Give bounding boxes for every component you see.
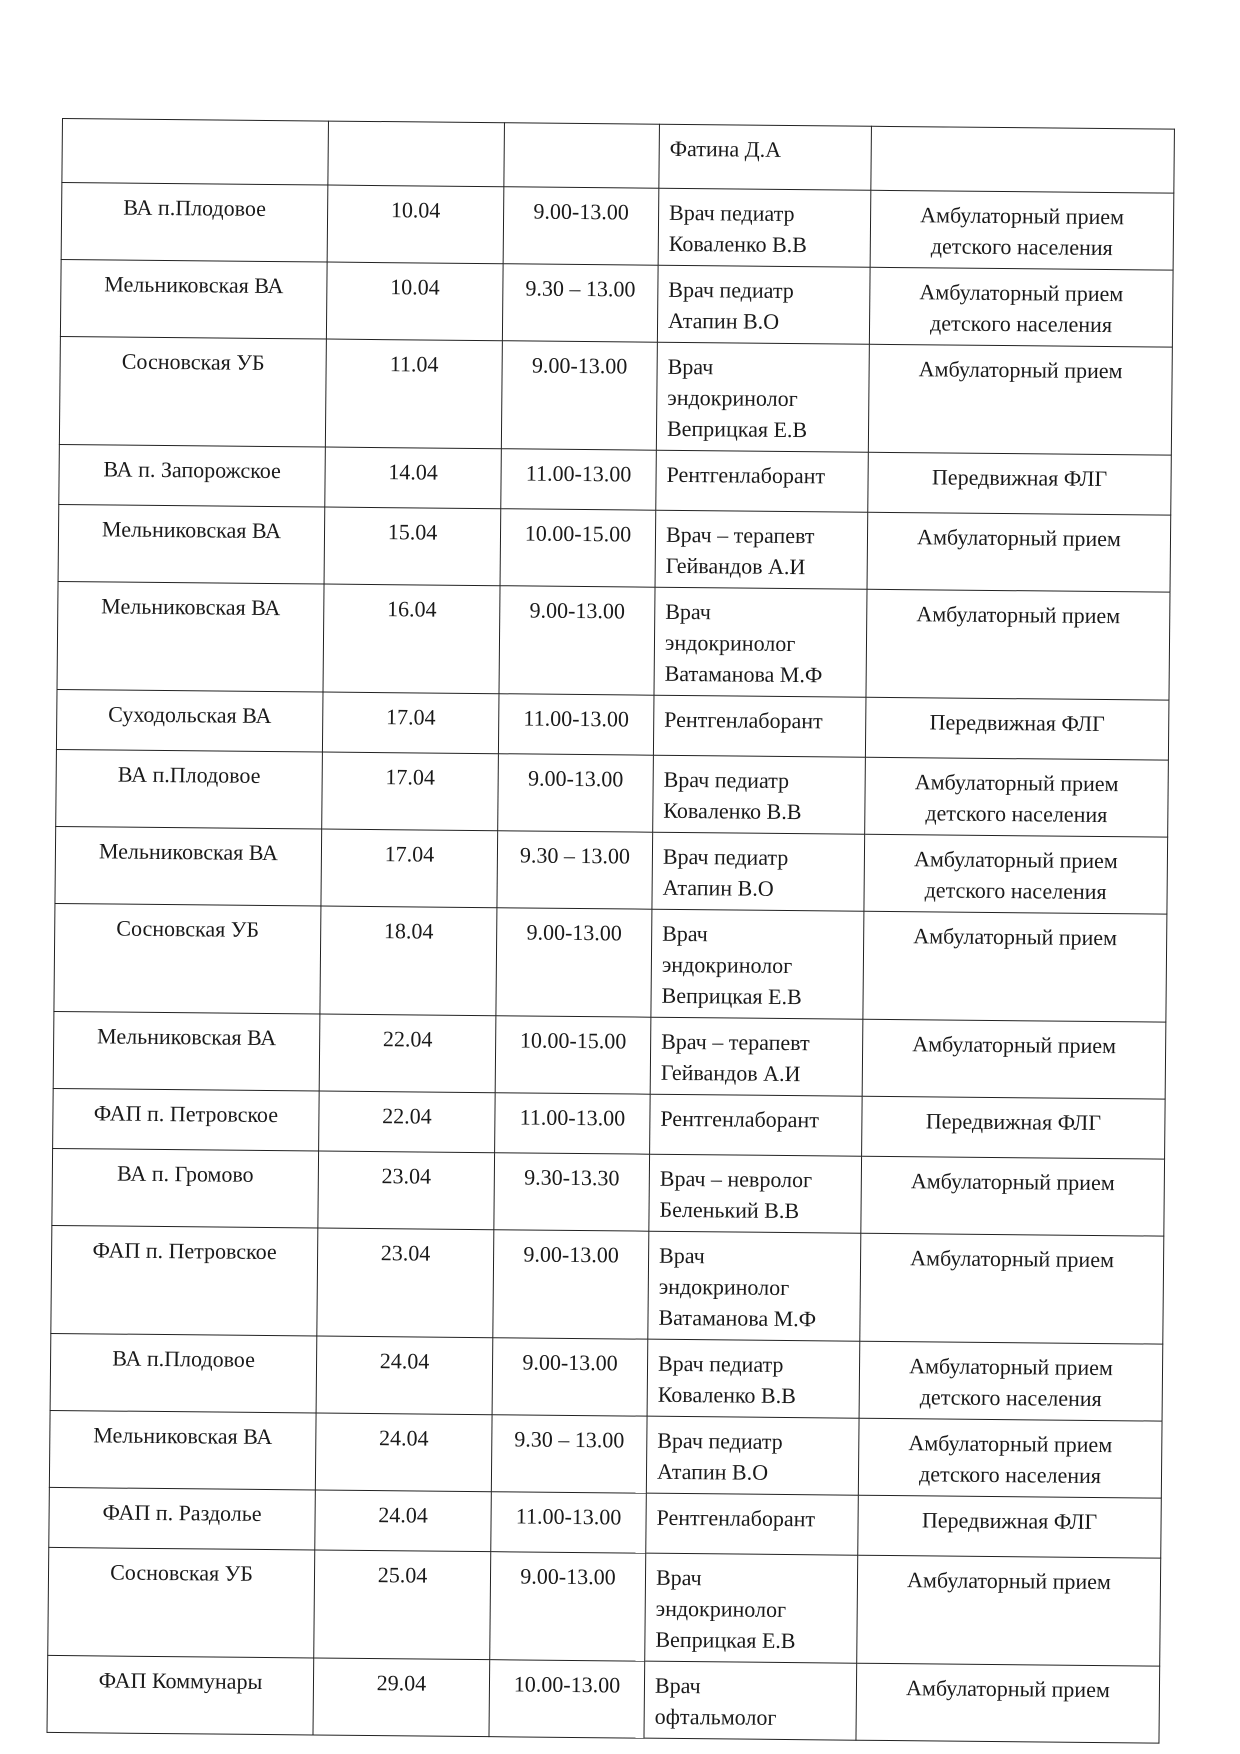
- service-type-cell: [865, 757, 1169, 837]
- time-cell-text: 11.00-13.00: [525, 460, 632, 487]
- location-cell-text: Сосновская УБ: [110, 1559, 254, 1586]
- service-type-cell: [861, 1156, 1165, 1236]
- schedule-table: [46, 118, 1174, 1744]
- location-cell-text: ВА п. Громово: [116, 1160, 254, 1187]
- location-cell-text: ФАП п. Петровское: [92, 1237, 277, 1265]
- specialist-cell-text: Врач педиатр Атапин В.О: [662, 843, 789, 901]
- specialist-cell: [651, 909, 864, 1019]
- location-cell-text: ВА п.Плодовое: [117, 761, 261, 788]
- date-cell: [325, 339, 502, 449]
- date-cell: [314, 1550, 491, 1660]
- specialist-cell-text: Рентгенлаборант: [660, 1105, 820, 1133]
- table-row: [59, 336, 1172, 455]
- service-type-cell: [859, 1341, 1163, 1421]
- location-cell: [53, 1088, 320, 1151]
- time-cell-text: 9.00-13.00: [522, 1349, 618, 1376]
- date-cell-text: 17.04: [384, 841, 435, 867]
- table-row: [61, 183, 1174, 271]
- specialist-cell: [656, 342, 869, 452]
- date-cell-text: 24.04: [378, 1425, 429, 1451]
- time-cell-text: 11.00-13.00: [515, 1503, 622, 1530]
- service-type-cell-text: Амбулаторный прием детского населения: [914, 769, 1119, 828]
- service-type-cell-text: Амбулаторный прием детского населения: [913, 846, 1118, 905]
- service-type-cell: [864, 834, 1168, 914]
- service-type-cell: [868, 452, 1172, 515]
- date-cell-text: 16.04: [386, 596, 437, 622]
- table-row: [49, 1487, 1162, 1558]
- table-row: [49, 1410, 1162, 1498]
- time-cell: [496, 908, 652, 1017]
- location-cell-text: Мельниковская ВА: [93, 1422, 273, 1450]
- location-cell: [48, 1547, 315, 1658]
- date-cell-text: 24.04: [378, 1502, 428, 1528]
- service-type-cell-text: Амбулаторный прием: [912, 1031, 1117, 1059]
- location-cell-text: Мельниковская ВА: [98, 838, 279, 866]
- time-cell-text: 9.00-13.00: [520, 1563, 616, 1590]
- date-cell-text: 24.04: [379, 1348, 430, 1374]
- specialist-cell: [653, 755, 866, 834]
- service-type-cell: [866, 589, 1170, 700]
- service-type-cell-text: Амбулаторный прием: [917, 524, 1122, 552]
- time-cell-text: 9.30 – 13.00: [525, 275, 636, 302]
- specialist-cell-text: Рентгенлаборант: [656, 1504, 816, 1532]
- time-cell-text: 9.30 – 13.00: [514, 1426, 625, 1453]
- location-cell-text: ВА п.Плодовое: [112, 1345, 256, 1372]
- date-cell-text: 17.04: [385, 764, 436, 790]
- time-cell: [495, 1093, 651, 1154]
- table-row: [51, 1225, 1164, 1344]
- date-cell-text: 11.04: [389, 351, 439, 377]
- date-cell-text: 25.04: [377, 1562, 428, 1588]
- location-cell-text: Сосновская УБ: [121, 348, 265, 375]
- date-cell: [313, 1658, 490, 1737]
- time-cell: [494, 1153, 650, 1231]
- location-cell: [47, 1655, 314, 1735]
- specialist-cell-text: Врач педиатр Атапин В.О: [667, 276, 794, 334]
- location-cell: [49, 1487, 316, 1550]
- table-row: [53, 1011, 1166, 1099]
- specialist-cell: [647, 1339, 860, 1418]
- time-cell: [500, 509, 656, 587]
- service-type-cell: [869, 267, 1173, 347]
- time-cell: [497, 831, 653, 909]
- service-type-cell-text: Амбулаторный прием: [906, 1567, 1111, 1595]
- location-cell-text: Мельниковская ВА: [104, 271, 284, 299]
- specialist-cell: [652, 832, 865, 911]
- location-cell-text: ФАП п. Петровское: [93, 1100, 279, 1128]
- table-row: [58, 504, 1171, 592]
- date-cell-text: 10.04: [390, 274, 440, 300]
- service-type-cell: [862, 1096, 1166, 1159]
- date-cell: [323, 584, 500, 694]
- time-cell: [503, 187, 659, 265]
- specialist-cell-text: Врач педиатр Атапин В.О: [656, 1427, 783, 1485]
- location-cell: [51, 1225, 318, 1336]
- location-cell: [55, 826, 322, 906]
- specialist-cell: [646, 1493, 859, 1555]
- time-cell: [495, 1016, 651, 1094]
- table-row: [60, 259, 1173, 347]
- service-type-cell: [858, 1418, 1162, 1498]
- location-cell: [59, 336, 326, 447]
- date-cell: [326, 262, 503, 341]
- time-cell-text: 9.30 – 13.00: [519, 842, 631, 869]
- date-cell: [325, 447, 502, 509]
- time-cell-text: 9.00-13.00: [533, 198, 629, 225]
- specialist-cell-text: Врач эндокринолог Веприцкая Е.В: [655, 1564, 796, 1654]
- service-type-cell: [867, 512, 1171, 592]
- service-type-cell: [858, 1495, 1162, 1558]
- service-type-cell-text: Передвижная ФЛГ: [921, 1507, 1098, 1535]
- date-cell: [317, 1228, 494, 1338]
- time-cell-text: 10.00-13.00: [513, 1671, 621, 1698]
- specialist-cell: [645, 1553, 858, 1663]
- date-cell: [321, 829, 498, 908]
- specialist-cell: [656, 450, 869, 512]
- location-cell-text: ВА п. Запорожское: [103, 456, 281, 484]
- time-cell: [491, 1492, 647, 1553]
- specialist-cell: [655, 510, 868, 589]
- date-cell: [315, 1490, 492, 1552]
- time-cell: [492, 1338, 648, 1416]
- date-cell-text: 14.04: [388, 459, 438, 485]
- table-row: [55, 826, 1168, 914]
- date-cell-text: 22.04: [382, 1103, 432, 1129]
- time-cell: [493, 1230, 649, 1339]
- date-cell: [328, 121, 505, 187]
- location-cell: [62, 119, 329, 186]
- time-cell-text: 10.00-15.00: [519, 1027, 627, 1054]
- date-cell-text: 23.04: [380, 1240, 431, 1266]
- service-type-cell: [870, 190, 1174, 270]
- specialist-cell-text: Врач – невролог Беленький В.В: [659, 1165, 813, 1224]
- date-cell: [319, 1014, 496, 1093]
- service-type-cell-text: Амбулаторный прием: [916, 601, 1121, 629]
- time-cell: [498, 694, 654, 755]
- location-cell: [53, 1011, 320, 1091]
- date-cell-text: 17.04: [385, 704, 436, 730]
- specialist-cell: [648, 1231, 861, 1341]
- location-cell-text: ФАП Коммунары: [98, 1667, 263, 1694]
- location-cell: [52, 1148, 319, 1228]
- location-cell: [56, 689, 323, 752]
- time-cell: [504, 123, 660, 188]
- date-cell: [318, 1151, 495, 1230]
- specialist-cell: [654, 587, 867, 697]
- location-cell-text: Мельниковская ВА: [101, 516, 282, 544]
- specialist-cell: [646, 1416, 859, 1495]
- table-row: [48, 1547, 1161, 1666]
- service-type-cell: [871, 126, 1175, 193]
- service-type-cell-text: Передвижная ФЛГ: [931, 464, 1108, 492]
- location-cell: [54, 903, 321, 1014]
- time-cell-text: 11.00-13.00: [523, 705, 630, 732]
- specialist-cell-text: Рентгенлаборант: [666, 461, 826, 489]
- service-type-cell-text: Амбулаторный прием детского населения: [919, 279, 1124, 338]
- service-type-cell-text: Передвижная ФЛГ: [925, 1108, 1102, 1136]
- location-cell-text: Мельниковская ВА: [101, 593, 281, 621]
- table-row: [53, 1088, 1166, 1159]
- service-type-cell: [868, 344, 1172, 455]
- service-type-cell-text: Амбулаторный прием: [905, 1675, 1110, 1703]
- time-cell-text: 9.00-13.00: [529, 597, 626, 624]
- specialist-cell-text: Фатина Д.А: [669, 135, 782, 162]
- location-cell-text: ВА п.Плодовое: [123, 194, 267, 221]
- time-cell-text: 11.00-13.00: [519, 1104, 626, 1131]
- time-cell-text: 9.00-13.00: [531, 352, 628, 379]
- location-cell: [50, 1333, 317, 1413]
- location-cell: [61, 183, 328, 263]
- service-type-cell: [863, 911, 1167, 1022]
- specialist-cell-text: Врач эндокринолог Веприцкая Е.В: [666, 353, 808, 443]
- table-row: [62, 119, 1175, 194]
- date-cell: [324, 507, 501, 586]
- service-type-cell: [865, 697, 1169, 760]
- specialist-cell-text: Рентгенлаборант: [664, 706, 823, 734]
- table-row: [54, 903, 1167, 1022]
- location-cell: [49, 1410, 316, 1490]
- service-type-cell-text: Амбулаторный прием детского населения: [908, 1430, 1113, 1489]
- time-cell: [499, 586, 655, 695]
- service-type-cell: [857, 1555, 1161, 1666]
- time-cell-text: 9.30-13.30: [524, 1164, 620, 1191]
- table-row: [57, 581, 1170, 700]
- specialist-cell: [649, 1154, 862, 1233]
- location-cell: [60, 259, 327, 339]
- time-cell-text: 9.00-13.00: [526, 919, 622, 946]
- date-cell: [322, 692, 499, 754]
- service-type-cell: [862, 1019, 1166, 1099]
- location-cell: [59, 444, 326, 507]
- date-cell: [322, 752, 499, 831]
- specialist-cell: [658, 188, 871, 267]
- table-row: [50, 1333, 1163, 1421]
- service-type-cell-text: Амбулаторный прием детского населения: [909, 1353, 1114, 1412]
- time-cell: [489, 1660, 645, 1738]
- table-row: [52, 1148, 1165, 1236]
- location-cell-text: Суходольская ВА: [108, 701, 272, 729]
- date-cell-text: 15.04: [387, 519, 438, 545]
- time-cell: [491, 1415, 647, 1493]
- table-row: [47, 1655, 1160, 1743]
- service-type-cell-text: Амбулаторный прием: [913, 923, 1118, 951]
- specialist-cell-text: Врач педиатр Коваленко В.В: [657, 1350, 796, 1409]
- specialist-cell-text: Врач эндокринолог Ватаманова М.Ф: [658, 1242, 817, 1332]
- location-cell-text: Сосновская УБ: [116, 915, 260, 942]
- date-cell-text: 23.04: [381, 1163, 432, 1189]
- service-type-cell-text: Амбулаторный прием детского населения: [920, 202, 1125, 261]
- schedule-table-body: [47, 119, 1174, 1744]
- date-cell-text: 10.04: [390, 197, 441, 223]
- date-cell-text: 22.04: [382, 1026, 433, 1052]
- date-cell: [316, 1336, 493, 1415]
- time-cell-text: 10.00-15.00: [524, 520, 632, 547]
- date-cell-text: 29.04: [376, 1670, 427, 1696]
- specialist-cell-text: Врач – терапевт Гейвандов А.И: [665, 521, 815, 580]
- date-cell: [320, 906, 497, 1016]
- date-cell-text: 18.04: [383, 918, 434, 944]
- specialist-cell: [653, 695, 866, 757]
- date-cell: [319, 1091, 496, 1153]
- specialist-cell: [650, 1017, 863, 1096]
- location-cell-text: Мельниковская ВА: [97, 1023, 277, 1051]
- specialist-cell: [650, 1094, 863, 1156]
- date-cell: [315, 1413, 492, 1492]
- specialist-cell-text: Врач офтальмолог: [654, 1672, 777, 1730]
- specialist-cell: [657, 265, 870, 344]
- service-type-cell-text: Передвижная ФЛГ: [929, 709, 1105, 737]
- location-cell-text: ФАП п. Раздолье: [102, 1499, 262, 1526]
- location-cell: [57, 581, 324, 692]
- time-cell: [490, 1552, 646, 1661]
- location-cell: [58, 504, 325, 584]
- specialist-cell: [644, 1661, 857, 1740]
- table-row: [56, 749, 1169, 837]
- table-row: [56, 689, 1169, 760]
- specialist-cell-text: Врач педиатр Коваленко В.В: [663, 766, 802, 825]
- time-cell-text: 9.00-13.00: [527, 765, 624, 792]
- time-cell-text: 9.00-13.00: [523, 1241, 619, 1268]
- location-cell: [56, 749, 323, 829]
- specialist-cell-text: Врач – терапевт Гейвандов А.И: [660, 1028, 810, 1087]
- date-cell: [327, 185, 504, 264]
- specialist-cell-text: Врач педиатр Коваленко В.В: [668, 199, 808, 258]
- time-cell: [498, 754, 654, 832]
- time-cell: [501, 341, 657, 450]
- service-type-cell-text: Амбулаторный прием: [910, 1168, 1115, 1196]
- table-row: [59, 444, 1172, 515]
- time-cell: [501, 449, 657, 510]
- service-type-cell-text: Амбулаторный прием: [918, 356, 1123, 384]
- service-type-cell: [860, 1233, 1164, 1344]
- specialist-cell-text: Врач эндокринолог Ватаманова М.Ф: [664, 598, 823, 688]
- specialist-cell: [659, 124, 872, 190]
- specialist-cell-text: Врач эндокринолог Веприцкая Е.В: [661, 920, 802, 1010]
- service-type-cell: [856, 1663, 1160, 1743]
- service-type-cell-text: Амбулаторный прием: [910, 1245, 1115, 1273]
- time-cell: [502, 264, 658, 342]
